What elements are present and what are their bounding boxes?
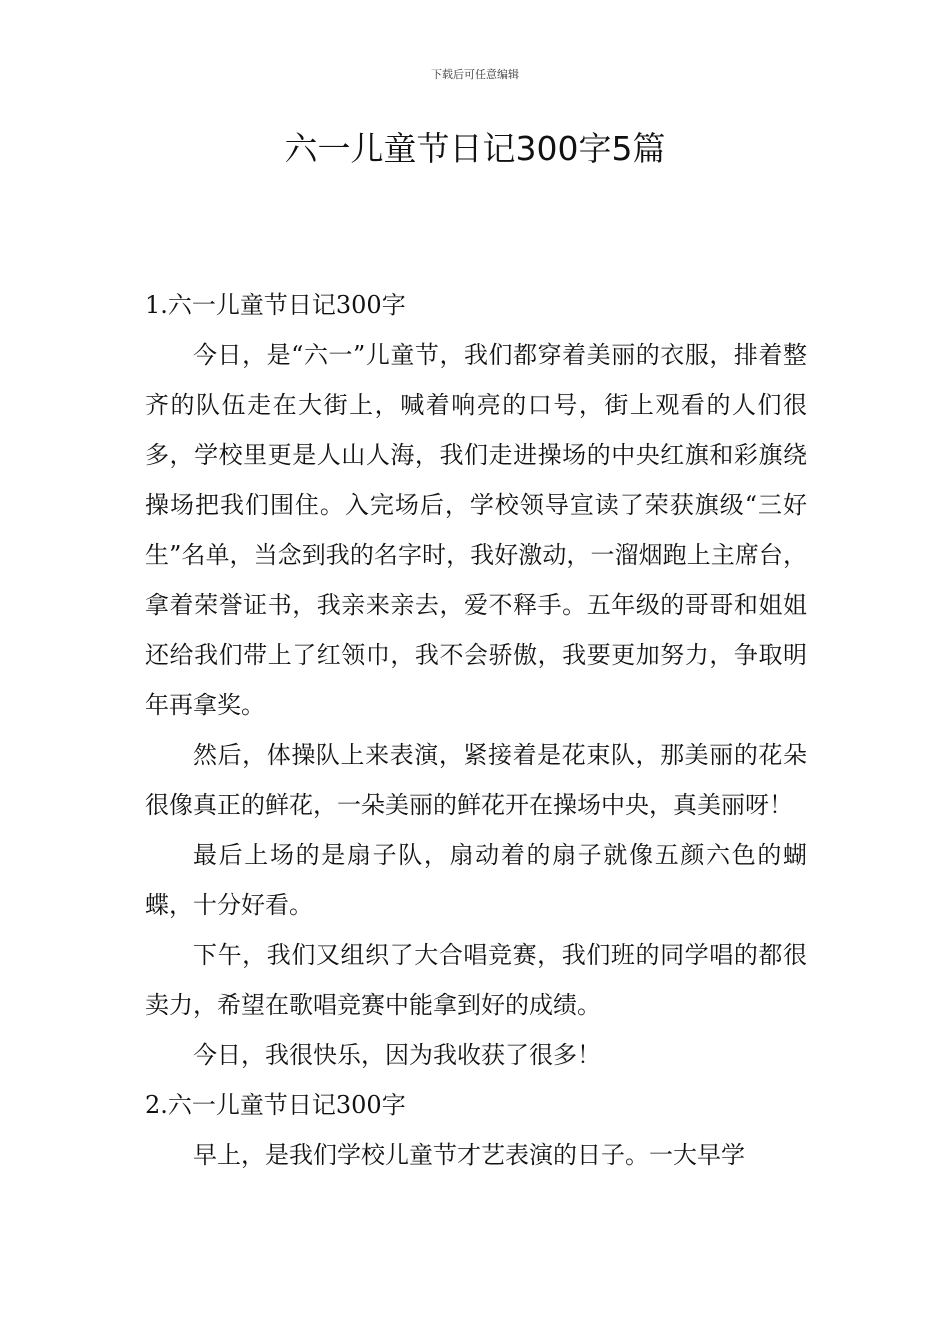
section-heading: 1.六一儿童节日记300字 [145,291,406,319]
document-body [145,280,807,1180]
paragraph: 今日，是“六一”儿童节，我们都穿着美丽的衣服，排着整齐的队伍走在大街上，喊着响亮的口号，街上观看的人们很多，学校里更是人山人海，我们走进操场的中央红旗和彩旗绕操场把我们围住。入完场后，学校领导宣读了荣获旗级“三好生”名单，当念到我的名字时，我好激动，一溜烟跑上主席台，拿着荣誉证书，我亲来亲去，爱不释手。五年级的哥哥和姐姐还给我们带上了红领巾，我不会骄傲，我要更加努力，争取明年再拿奖。 [145,341,807,719]
paragraph: 最后上场的是扇子队，扇动着的扇子就像五颜六色的蝴蝶，十分好看。 [145,841,807,919]
paragraph: 早上，是我们学校儿童节才艺表演的日子。一大早学 [193,1141,745,1169]
section-heading: 2.六一儿童节日记300字 [145,1091,406,1119]
document-title: 六一儿童节日记300字5篇 [284,129,666,168]
paragraph: 下午，我们又组织了大合唱竞赛，我们班的同学唱的都很卖力，希望在歌唱竞赛中能拿到好的成绩。 [145,941,807,1019]
page-header-note: 下载后可任意编辑 [431,68,519,81]
paragraph: 然后，体操队上来表演，紧接着是花束队，那美丽的花朵很像真正的鲜花，一朵美丽的鲜花开在操场中央，真美丽呀！ [145,741,807,819]
paragraph: 今日，我很快乐，因为我收获了很多！ [193,1041,601,1069]
